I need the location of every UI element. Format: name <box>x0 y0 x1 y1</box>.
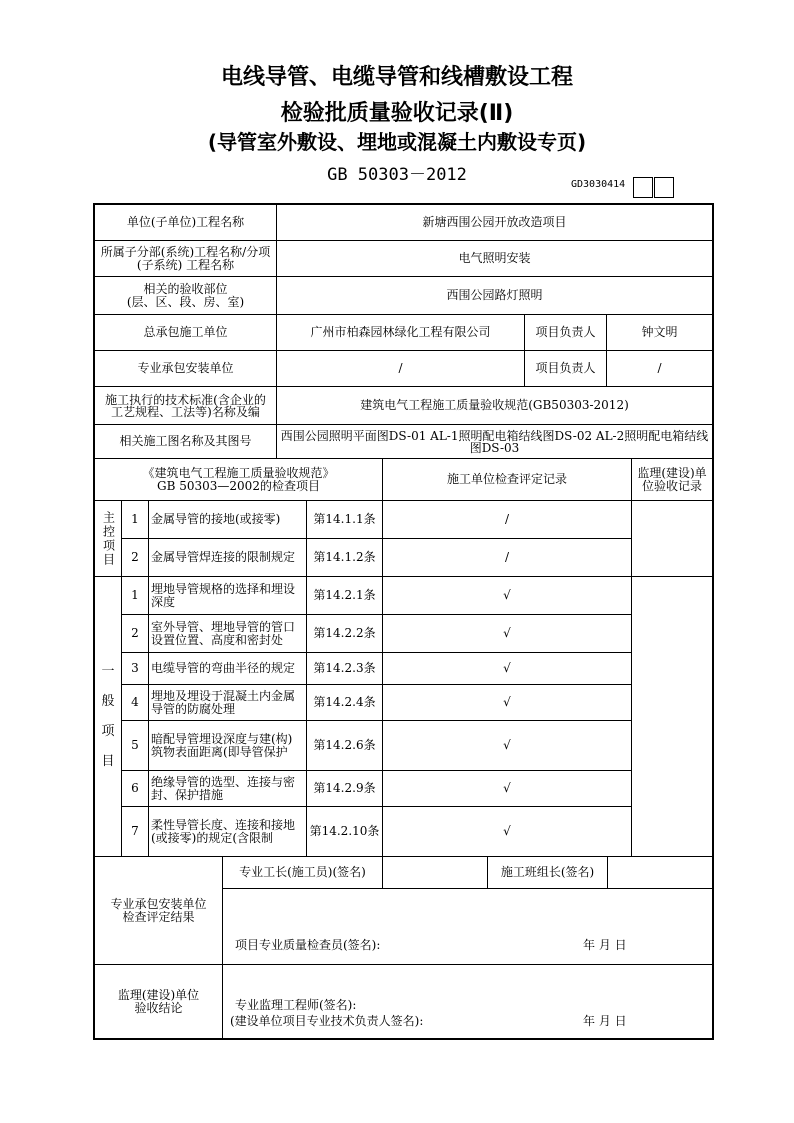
item-no: 2 <box>122 539 149 577</box>
item-desc: 柔性导管长度、连接和接地 (或接零)的规定(含限制 <box>149 807 307 857</box>
owner-tech-label: (建设单位项目专业技术负责人签名): <box>230 1014 424 1028</box>
foreman-sign-cell[interactable] <box>383 857 488 889</box>
gc-value: 广州市柏森园林绿化工程有限公司 <box>277 315 525 351</box>
item-clause: 第14.2.2条 <box>307 615 383 653</box>
item-clause: 第14.1.2条 <box>307 539 383 577</box>
general-supervisor-cell[interactable] <box>632 577 712 857</box>
item-clause: 第14.2.6条 <box>307 721 383 771</box>
item-desc: 埋地及埋设于混凝土内金属 导管的防腐处理 <box>149 685 307 721</box>
item-clause: 第14.2.3条 <box>307 653 383 685</box>
title-line3: (导管室外敷设、埋地或混凝土内敷设专页) <box>207 130 587 154</box>
item-no: 3 <box>122 653 149 685</box>
item-desc: 埋地导管规格的选择和埋设 深度 <box>149 577 307 615</box>
item-clause: 第14.2.9条 <box>307 771 383 807</box>
standard-value: 建筑电气工程施工质量验收规范(GB50303-2012) <box>277 387 712 425</box>
item-result[interactable]: / <box>383 501 632 539</box>
drawing-value: 西围公园照明平面图DS-01 AL-1照明配电箱结线图DS-02 AL-2照明配电箱结线图DS-03 <box>277 425 712 459</box>
item-result[interactable]: / <box>383 539 632 577</box>
sc-manager-value: / <box>607 351 712 387</box>
date-1: 年 月 日 <box>583 938 627 952</box>
item-no: 7 <box>122 807 149 857</box>
inspection-form <box>93 203 714 1040</box>
item-no: 1 <box>122 501 149 539</box>
item-desc: 金属导管的接地(或接零) <box>149 501 307 539</box>
item-result[interactable]: √ <box>383 577 632 615</box>
unit-value: 新塘西围公园开放改造项目 <box>277 205 712 241</box>
sc-result-label: 专业承包安装单位 检查评定结果 <box>95 857 223 965</box>
gc-label: 总承包施工单位 <box>95 315 277 351</box>
item-clause: 第14.1.1条 <box>307 501 383 539</box>
item-no: 1 <box>122 577 149 615</box>
item-no: 4 <box>122 685 149 721</box>
item-result[interactable]: √ <box>383 721 632 771</box>
sc-value: / <box>277 351 525 387</box>
subsystem-value: 电气照明安装 <box>277 241 712 277</box>
item-no: 5 <box>122 721 149 771</box>
standard-code: GB 50303－2012 <box>327 165 467 185</box>
date-2: 年 月 日 <box>583 1014 627 1028</box>
item-desc: 电缆导管的弯曲半径的规定 <box>149 653 307 685</box>
gc-manager-label: 项目负责人 <box>525 315 607 351</box>
item-desc: 金属导管焊连接的限制规定 <box>149 539 307 577</box>
form-code: GD3030414 <box>571 179 626 190</box>
item-desc: 绝缘导管的选型、连接与密 封、保护措施 <box>149 771 307 807</box>
team-leader-label: 施工班组长(签名) <box>488 857 608 889</box>
gc-manager-value: 钟文明 <box>607 315 712 351</box>
item-desc: 室外导管、埋地导管的管口 设置位置、高度和密封处 <box>149 615 307 653</box>
supervisor-engineer-label: 专业监理工程师(签名): <box>235 998 357 1012</box>
subsystem-label: 所属子分部(系统)工程名称/分项(子系统) 工程名称 <box>95 241 277 277</box>
part-label: 相关的验收部位 (层、区、段、房、室) <box>95 277 277 315</box>
item-result[interactable]: √ <box>383 771 632 807</box>
sc-result-area[interactable] <box>223 889 712 965</box>
unit-label: 单位(子单位)工程名称 <box>95 205 277 241</box>
item-no: 2 <box>122 615 149 653</box>
code-box-2[interactable] <box>654 177 674 198</box>
qc-inspector-label: 项目专业质量检查员(签名): <box>235 938 381 952</box>
item-result[interactable]: √ <box>383 615 632 653</box>
part-value: 西围公园路灯照明 <box>277 277 712 315</box>
main-supervisor-cell[interactable] <box>632 501 712 577</box>
drawing-label: 相关施工图名称及其图号 <box>95 425 277 459</box>
title-line2: 检验批质量验收记录(Ⅱ) <box>280 101 514 126</box>
title-line1: 电线导管、电缆导管和线槽敷设工程 <box>220 65 573 90</box>
item-no: 6 <box>122 771 149 807</box>
supervisor-header: 监理(建设)单位验收记录 <box>632 459 712 501</box>
foreman-label: 专业工长(施工员)(签名) <box>223 857 383 889</box>
item-result[interactable]: √ <box>383 653 632 685</box>
sc-label: 专业承包安装单位 <box>95 351 277 387</box>
sc-manager-label: 项目负责人 <box>525 351 607 387</box>
item-result[interactable]: √ <box>383 807 632 857</box>
item-clause: 第14.2.4条 <box>307 685 383 721</box>
standard-label: 施工执行的技术标准(含企业的 工艺规程、工法等)名称及编 <box>95 387 277 425</box>
item-clause: 第14.2.10条 <box>307 807 383 857</box>
item-result[interactable]: √ <box>383 685 632 721</box>
code-box-1[interactable] <box>633 177 653 198</box>
item-clause: 第14.2.1条 <box>307 577 383 615</box>
record-header: 施工单位检查评定记录 <box>383 459 632 501</box>
supervisor-conclusion-label: 监理(建设)单位 验收结论 <box>95 965 223 1038</box>
main-group-label: 主控项目 <box>95 501 122 577</box>
spec-header: 《建筑电气工程施工质量验收规范》 GB 50303—2002的检查项目 <box>95 459 383 501</box>
team-leader-sign-cell[interactable] <box>608 857 712 889</box>
general-group-label: 一 般 项 目 <box>95 577 122 857</box>
item-desc: 暗配导管埋设深度与建(构) 筑物表面距离(即导管保护 <box>149 721 307 771</box>
